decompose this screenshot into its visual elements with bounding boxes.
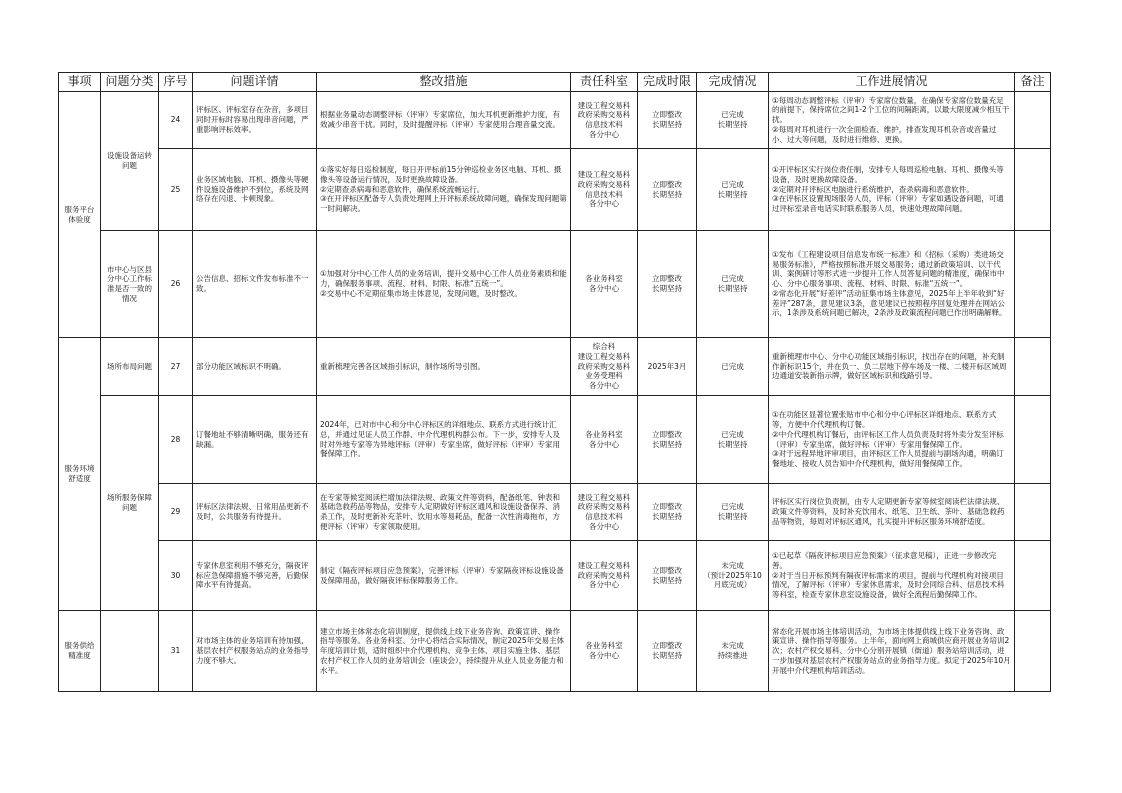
- deadline-cell: 立即整改 长期坚持: [638, 484, 697, 541]
- table-row: [59, 92, 1051, 149]
- problem-detail: 订餐地址不够清晰明确，服务还有缺漏。: [193, 396, 317, 484]
- progress-cell: ①发布《工程建设项目信息发布统一标准》和《招标（采购）类进场交易服务标准》，严格按照标准开展交易服务；通过新政策培训、以干代训、案例研讨等形式进一步提升工作人员答复问题的精准度，确保市中心、分中心服务事项、流程、材料、时限、标准“五统一”。 ②常态化开展“好差评”活动征集市场主体意见，2025年上半年收到“好差评”287条，意见建议3条，意见建议已按照程序回复处理并在网站公示，1条涉及系统问题已解决，2条涉及政策流程问题已作出明确解释。: [769, 231, 1015, 338]
- status-cell: 已完成 长期坚持: [697, 396, 769, 484]
- header-row: [59, 73, 1051, 92]
- department-cell: 建设工程交易科 政府采购交易科 信息技术科 各分中心: [571, 149, 638, 231]
- table-row: [59, 611, 1051, 692]
- header-cell: 完成时限: [638, 73, 697, 92]
- row-number: 28: [159, 396, 193, 484]
- measure-cell: 建立市场主体常态化培训制度，提供线上线下业务咨询、政策宣讲、操作指导等服务。各业务科室、分中心将结合实际情况，制定2025年交易主体年度培训计划，适时组织中介代理机构、竞争主体、项目实施主体、基层农村产权工作人员的业务培训会（座谈会），持续提升从业人员业务能力和水平。: [317, 611, 571, 692]
- measure-cell: 2024年，已对市中心和分中心评标区的详细地点、联系方式进行统计汇总，并通过见证人员工作群、中介代理机构群公布。下一步，安排专人及时对外地专家等为异地评标（评审）专家坐席，做好评标（评审）专家用餐保障工作。: [317, 396, 571, 484]
- problem-detail: 部分功能区域标识不明确。: [193, 338, 317, 396]
- measure-cell: 根据业务量动态调整评标（评审）专家席位，加大耳机更新维护力度，有效减少串音干扰。同时，及时提醒评标（评审）专家使用合理音量交流。: [317, 92, 571, 149]
- note-cell: [1015, 338, 1051, 396]
- problem-detail: 评标区、评标室存在杂音，多项目同时开标时容易出现串音问题，严重影响评标效率。: [193, 92, 317, 149]
- measure-cell: 在专家等候室阅读栏增加法律法规、政策文件等资料，配备纸笔、钟表和基础急救药品等物品，安排专人定期做好评标区通风和设施设备保养、消杀工作，及时更新补充茶叶、饮用水等易耗品，配备一次性消毒拖布，方便评标（评审）专家领取使用。: [317, 484, 571, 541]
- header-cell: 责任科室: [571, 73, 638, 92]
- department-cell: 建设工程交易科 政府采购交易科 信息技术科 各分中心: [571, 92, 638, 149]
- progress-cell: ①开评标区实行岗位责任制，安排专人每周巡检电脑、耳机、摄像头等设备，及时更换故障设备。 ②定期对开评标区电脑进行系统维护，查杀病毒和恶意软件。 ③在评标区设置现场服务人员，评标（评审）专家如遇设备问题，可通过评标室录音电话实时联系服务人员，快速处理故障问题。: [769, 149, 1015, 231]
- progress-cell: ①每周动态调整评标（评审）专家席位数量，在确保专家席位数量充足的前提下，保持席位之间1-2个工位的间隔距离，以最大限度减少相互干扰。 ②每周对耳机进行一次全面检查、维护，排查发现耳机杂音或音量过小、过大等问题，及时进行维修、更换。: [769, 92, 1015, 149]
- measure-cell: ①加强对分中心工作人员的业务培训，提升交易中心工作人员业务素质和能力，确保服务事项、流程、材料、时限、标准“五统一”。 ②交易中心不定期征集市场主体意见，发现问题，及时整改。: [317, 231, 571, 338]
- progress-cell: 评标区实行岗位负责制，由专人定期更新专家等候室阅读栏法律法规、政策文件等资料，及时补充饮用水、纸笔、卫生纸、茶叶、基础急救药品等物资，每周对评标区通风，扎实提升评标区服务环境舒适度。: [769, 484, 1015, 541]
- group-cell: 服务平台体验度: [59, 92, 101, 338]
- category-cell: 场所布局问题: [101, 338, 159, 396]
- rectification-table: [58, 72, 1051, 692]
- status-cell: 已完成 长期坚持: [697, 149, 769, 231]
- department-cell: 建设工程交易科 政府采购交易科 信息技术科 各分中心: [571, 484, 638, 541]
- note-cell: [1015, 484, 1051, 541]
- row-number: 30: [159, 541, 193, 611]
- progress-cell: ①已起草《隔夜评标项目应急预案》（征求意见稿），正进一步修改完善。 ②对于当日开标预判有隔夜评标需求的项目，提前与代理机构对接项目情况，了解评标（评审）专家休息需求，及时会同综合科、信息技术科等科室，检查专家休息室设施设备，做好全流程后勤保障工作。: [769, 541, 1015, 611]
- header-cell: 问题详情: [193, 73, 317, 92]
- header-cell: 事项: [59, 73, 101, 92]
- problem-detail: 公告信息、招标文件发布标准不一致。: [193, 231, 317, 338]
- note-cell: [1015, 149, 1051, 231]
- category-cell-empty: [101, 611, 159, 692]
- problem-detail: 专家休息室利用不够充分，隔夜评标应急保障措施不够完善，后勤保障水平有待提高。: [193, 541, 317, 611]
- status-cell: 已完成 长期坚持: [697, 484, 769, 541]
- progress-cell: ①在功能区显著位置张贴市中心和分中心评标区详细地点、联系方式等，方便中介代理机构订餐。 ②中介代理机构订餐后，由评标区工作人员负责及时将外卖分发至评标（评审）专家坐席，做好评标（评审）专家用餐保障工作。 ③对于远程异地评审项目，由评标区工作人员提前与副场沟通，明确订餐地址、接收人员告知中介代理机构，做好用餐保障工作。: [769, 396, 1015, 484]
- row-number: 27: [159, 338, 193, 396]
- department-cell: 各业务科室 各分中心: [571, 396, 638, 484]
- status-cell: 已完成 长期坚持: [697, 231, 769, 338]
- status-cell: 未完成 持续推进: [697, 611, 769, 692]
- deadline-cell: 立即整改 长期坚持: [638, 149, 697, 231]
- table-row: [59, 338, 1051, 396]
- deadline-cell: 立即整改 长期坚持: [638, 541, 697, 611]
- table-row: [59, 541, 1051, 611]
- note-cell: [1015, 396, 1051, 484]
- measure-cell: 制定《隔夜评标项目应急预案》，完善评标（评审）专家隔夜评标设施设备及保障用品，做好隔夜评标保障服务工作。: [317, 541, 571, 611]
- row-number: 25: [159, 149, 193, 231]
- category-cell: 设施设备运转问题: [101, 92, 159, 231]
- progress-cell: 常态化开展市场主体培训活动，为市场主体提供线上线下业务咨询、政策宣讲、操作指导等服务。上半年，面向网上商城供应商开展业务培训2次；农村产权交易科、分中心分别开展镇（街道）服务站培训活动，进一步加强对基层农村产权服务站点的业务指导力度。拟定于2025年10月开展中介代理机构培训活动。: [769, 611, 1015, 692]
- measure-cell: 重新梳理完善各区域指引标识，制作场所导引图。: [317, 338, 571, 396]
- progress-cell: 重新梳理市中心、分中心功能区域指引标识，找出存在的问题，补充制作新标识15个，并在负一、负二层地下停车场及一楼、二楼开标区域周边通道安装新指示牌，做好区域标识和线路引导。: [769, 338, 1015, 396]
- table-row: [59, 149, 1051, 231]
- header-cell: 备注: [1015, 73, 1051, 92]
- table-row: [59, 231, 1051, 338]
- status-cell: 未完成 （预计2025年10月底完成）: [697, 541, 769, 611]
- group-cell: 服务供给精准度: [59, 611, 101, 692]
- header-cell: 问题分类: [101, 73, 159, 92]
- status-cell: 已完成: [697, 338, 769, 396]
- note-cell: [1015, 611, 1051, 692]
- department-cell: 建设工程交易科 政府采购交易科 各分中心: [571, 541, 638, 611]
- department-cell: 综合科 建设工程交易科 政府采购交易科 业务受理科 各分中心: [571, 338, 638, 396]
- category-cell: 市中心与区县分中心工作标准是否一致的情况: [101, 231, 159, 338]
- deadline-cell: 立即整改 长期坚持: [638, 396, 697, 484]
- deadline-cell: 立即整改 长期坚持: [638, 92, 697, 149]
- category-cell: 场所服务保障问题: [101, 396, 159, 611]
- header-cell: 序号: [159, 73, 193, 92]
- header-cell: 工作进展情况: [769, 73, 1015, 92]
- problem-detail: 业务区域电脑、耳机、摄像头等硬件设施设备维护不到位，系统及网络存在闪退、卡顿现象。: [193, 149, 317, 231]
- department-cell: 各业务科室 各分中心: [571, 231, 638, 338]
- problem-detail: 评标区法律法规、日常用品更新不及时，公共服务有待提升。: [193, 484, 317, 541]
- table-row: [59, 484, 1051, 541]
- deadline-cell: 立即整改 长期坚持: [638, 611, 697, 692]
- department-cell: 各业务科室 各分中心: [571, 611, 638, 692]
- deadline-cell: 2025年3月: [638, 338, 697, 396]
- problem-detail: 对市场主体的业务培训有待加强，基层农村产权服务站点的业务指导力度不够大。: [193, 611, 317, 692]
- table-row: [59, 396, 1051, 484]
- status-cell: 已完成 长期坚持: [697, 92, 769, 149]
- note-cell: [1015, 541, 1051, 611]
- measure-cell: ①落实好每日巡检制度，每日开评标前15分钟巡检业务区电脑、耳机、摄像头等设备运行情况，及时更换故障设备。 ②定期查杀病毒和恶意软件，确保系统流畅运行。 ③在开评标区配备专人负责处理网上开评标系统故障问题，确保发现问题第一时间解决。: [317, 149, 571, 231]
- group-cell: 服务环境舒适度: [59, 338, 101, 611]
- header-cell: 整改措施: [317, 73, 571, 92]
- row-number: 26: [159, 231, 193, 338]
- row-number: 29: [159, 484, 193, 541]
- note-cell: [1015, 92, 1051, 149]
- deadline-cell: 立即整改 长期坚持: [638, 231, 697, 338]
- row-number: 31: [159, 611, 193, 692]
- note-cell: [1015, 231, 1051, 338]
- header-cell: 完成情况: [697, 73, 769, 92]
- row-number: 24: [159, 92, 193, 149]
